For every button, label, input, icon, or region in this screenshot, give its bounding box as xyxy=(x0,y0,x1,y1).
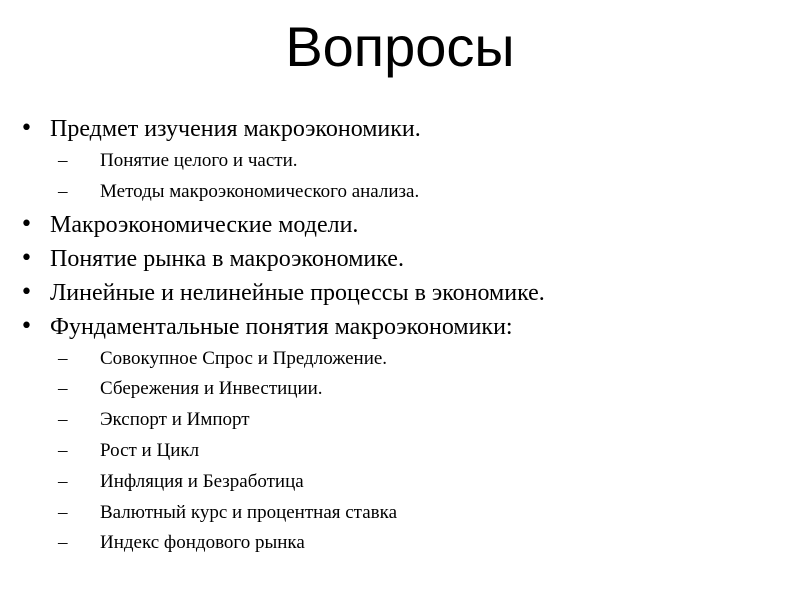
sub-list-item-text: Совокупное Спрос и Предложение. xyxy=(100,347,388,369)
list-item xyxy=(20,208,780,242)
slide-title: Вопросы xyxy=(285,15,515,78)
dash-icon: – xyxy=(58,180,68,202)
list-item xyxy=(20,242,780,276)
bullet-icon: • xyxy=(20,313,33,339)
sub-list-item-text: Экспорт и Импорт xyxy=(100,409,250,431)
sub-list-item xyxy=(20,344,780,375)
sub-list-item xyxy=(20,467,780,498)
dash-icon: – xyxy=(58,347,68,369)
dash-icon: – xyxy=(58,150,68,171)
sub-list-item-text: Сбережения и Инвестиции. xyxy=(100,378,323,400)
dash-icon: – xyxy=(58,439,68,461)
list-item-text: Понятие рынка в макроэкономике. xyxy=(50,245,404,272)
dash-icon: – xyxy=(58,409,68,431)
bullet-list xyxy=(20,112,780,559)
sub-list-item xyxy=(20,436,780,467)
bullet-icon: • xyxy=(20,116,33,141)
sub-list-item xyxy=(20,405,780,436)
sub-list-item-text: Методы макроэкономического анализа. xyxy=(100,180,420,202)
sub-list-item xyxy=(20,177,780,208)
bullet-icon: • xyxy=(20,211,33,237)
bullet-icon: • xyxy=(20,279,33,305)
sub-list-item-text: Индекс фондового рынка xyxy=(100,532,305,554)
list-item-text: Предмет изучения макроэкономики. xyxy=(50,116,421,142)
dash-icon: – xyxy=(58,470,68,492)
sub-list-item xyxy=(20,374,780,405)
list-item xyxy=(20,276,780,310)
list-item xyxy=(20,310,780,344)
dash-icon: – xyxy=(58,501,68,523)
bullet-icon: • xyxy=(20,245,33,271)
list-item-text: Макроэкономические модели. xyxy=(50,211,359,238)
list-item-text: Фундаментальные понятия макроэкономики: xyxy=(50,313,513,340)
sub-list-item-text: Валютный курс и процентная ставка xyxy=(100,501,397,523)
dash-icon: – xyxy=(58,532,68,554)
sub-list-item xyxy=(20,146,780,177)
sub-list-item xyxy=(20,498,780,529)
sub-list-item-text: Инфляция и Безработица xyxy=(100,470,304,492)
list-item xyxy=(20,112,780,146)
dash-icon: – xyxy=(58,378,68,400)
list-item-text: Линейные и нелинейные процессы в экономике. xyxy=(50,279,545,306)
sub-list-item-text: Понятие целого и части. xyxy=(100,150,298,171)
sub-list-item-text: Рост и Цикл xyxy=(100,439,200,461)
sub-list-item xyxy=(20,528,780,559)
